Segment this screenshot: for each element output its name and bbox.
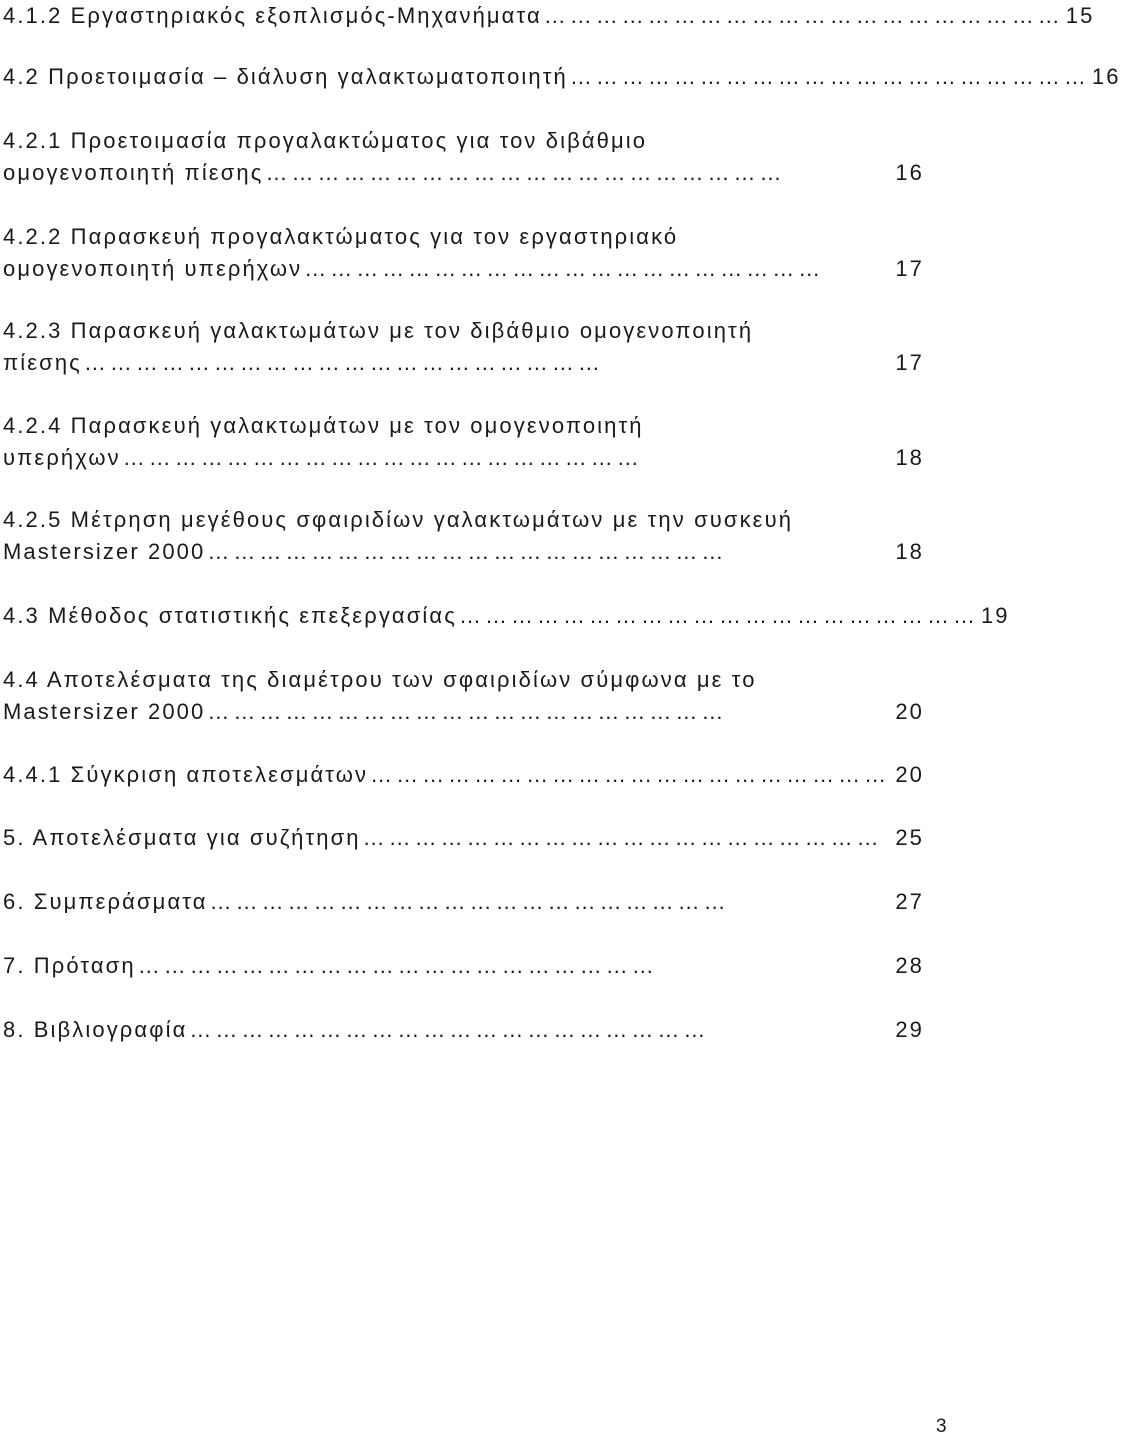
toc-page-number: 29 bbox=[895, 1017, 924, 1042]
toc-entry-title: 4.2.1 Προετοιμασία προγαλακτώματος για τον διβάθμιο bbox=[3, 128, 648, 153]
toc-page-number: 27 bbox=[895, 889, 924, 914]
toc-entry bbox=[3, 1014, 924, 1046]
toc-entry bbox=[3, 125, 924, 189]
toc-entry bbox=[3, 410, 924, 474]
dot-leader: …………………………………………………… bbox=[209, 889, 730, 914]
dot-leader: …………………………………………………… bbox=[362, 825, 883, 850]
toc-page-number: 28 bbox=[895, 953, 924, 978]
toc-entry-title-continued: ομογενοποιητή πίεσης bbox=[3, 160, 264, 185]
toc-page-number: 16 bbox=[895, 160, 924, 185]
toc-page-number: 25 bbox=[895, 825, 924, 850]
toc-entry-title: 4.2.3 Παρασκευή γαλακτωμάτων με τον διβάθμιο ομογενοποιητή bbox=[3, 318, 754, 343]
toc-entry-title: 8. Βιβλιογραφία bbox=[3, 1017, 188, 1042]
toc-entry bbox=[3, 950, 924, 982]
toc-entry-title-continued: υπερήχων bbox=[3, 445, 121, 470]
toc-entry bbox=[3, 504, 924, 568]
toc-entry bbox=[3, 822, 924, 854]
toc-page-number: 19 bbox=[980, 603, 1010, 628]
toc-page-number: 20 bbox=[895, 762, 924, 787]
dot-leader: …………………………………………………… bbox=[207, 539, 728, 564]
toc-entry bbox=[3, 759, 924, 791]
toc-entry-title-continued: πίεσης bbox=[3, 350, 82, 375]
toc-entry-title: 4.2.4 Παρασκευή γαλακτωμάτων με τον ομογενοποιητή bbox=[3, 413, 644, 438]
toc-entry bbox=[3, 0, 1095, 32]
toc-entry bbox=[3, 886, 924, 918]
dot-leader: …………………………………………………… bbox=[265, 160, 786, 185]
dot-leader: …………………………………………………… bbox=[137, 953, 658, 978]
dot-leader: …………………………………………………… bbox=[304, 256, 825, 281]
toc-entry bbox=[3, 61, 1121, 93]
toc-entry-title: 7. Πρόταση bbox=[3, 953, 136, 978]
dot-leader: …………………………………………………… bbox=[83, 350, 604, 375]
toc-page-number: 17 bbox=[895, 256, 924, 281]
dot-leader: …………………………………………………… bbox=[122, 445, 643, 470]
page-number: 3 bbox=[936, 1416, 947, 1437]
toc-entry-title: 5. Αποτελέσματα για συζήτηση bbox=[3, 825, 361, 850]
toc-page-number: 15 bbox=[1065, 3, 1095, 28]
dot-leader: …………………………………………………… bbox=[370, 762, 891, 787]
toc-page-number: 18 bbox=[895, 445, 924, 470]
toc-entry bbox=[3, 600, 1010, 632]
toc-entry-title: 4.2 Προετοιμασία – διάλυση γαλακτωματοποιητή bbox=[3, 64, 568, 89]
toc-entry bbox=[3, 315, 924, 379]
toc-entry-title: 6. Συμπεράσματα bbox=[3, 889, 208, 914]
toc-entry-title: 4.3 Μέθοδος στατιστικής επεξεργασίας bbox=[3, 603, 457, 628]
toc-entry-title: 4.2.5 Μέτρηση μεγέθους σφαιριδίων γαλακτωμάτων με την συσκευή bbox=[3, 507, 794, 532]
dot-leader: …………………………………………………… bbox=[569, 64, 1090, 89]
toc-entry-title: 4.1.2 Εργαστηριακός εξοπλισμός-Μηχανήματα bbox=[3, 3, 542, 28]
dot-leader: …………………………………………………… bbox=[189, 1017, 710, 1042]
toc-entry bbox=[3, 221, 924, 285]
dot-leader: …………………………………………………… bbox=[458, 603, 979, 628]
dot-leader: …………………………………………………… bbox=[207, 699, 728, 724]
dot-leader: …………………………………………………… bbox=[543, 3, 1064, 28]
toc-page-number: 16 bbox=[1091, 64, 1121, 89]
toc-entry-title: 4.4.1 Σύγκριση αποτελεσμάτων bbox=[3, 762, 369, 787]
toc-entry-title: 4.2.2 Παρασκευή προγαλακτώματος για τον εργαστηριακό bbox=[3, 224, 679, 249]
toc-entry bbox=[3, 664, 924, 728]
toc-page-number: 17 bbox=[895, 350, 924, 375]
toc-entry-title-continued: Mastersizer 2000 bbox=[3, 699, 206, 724]
toc-page-number: 18 bbox=[895, 539, 924, 564]
toc-entry-title: 4.4 Αποτελέσματα της διαμέτρου των σφαιριδίων σύμφωνα με το bbox=[3, 667, 757, 692]
toc-entry-title-continued: ομογενοποιητή υπερήχων bbox=[3, 256, 303, 281]
toc-page-number: 20 bbox=[895, 699, 924, 724]
toc-entry-title-continued: Mastersizer 2000 bbox=[3, 539, 206, 564]
